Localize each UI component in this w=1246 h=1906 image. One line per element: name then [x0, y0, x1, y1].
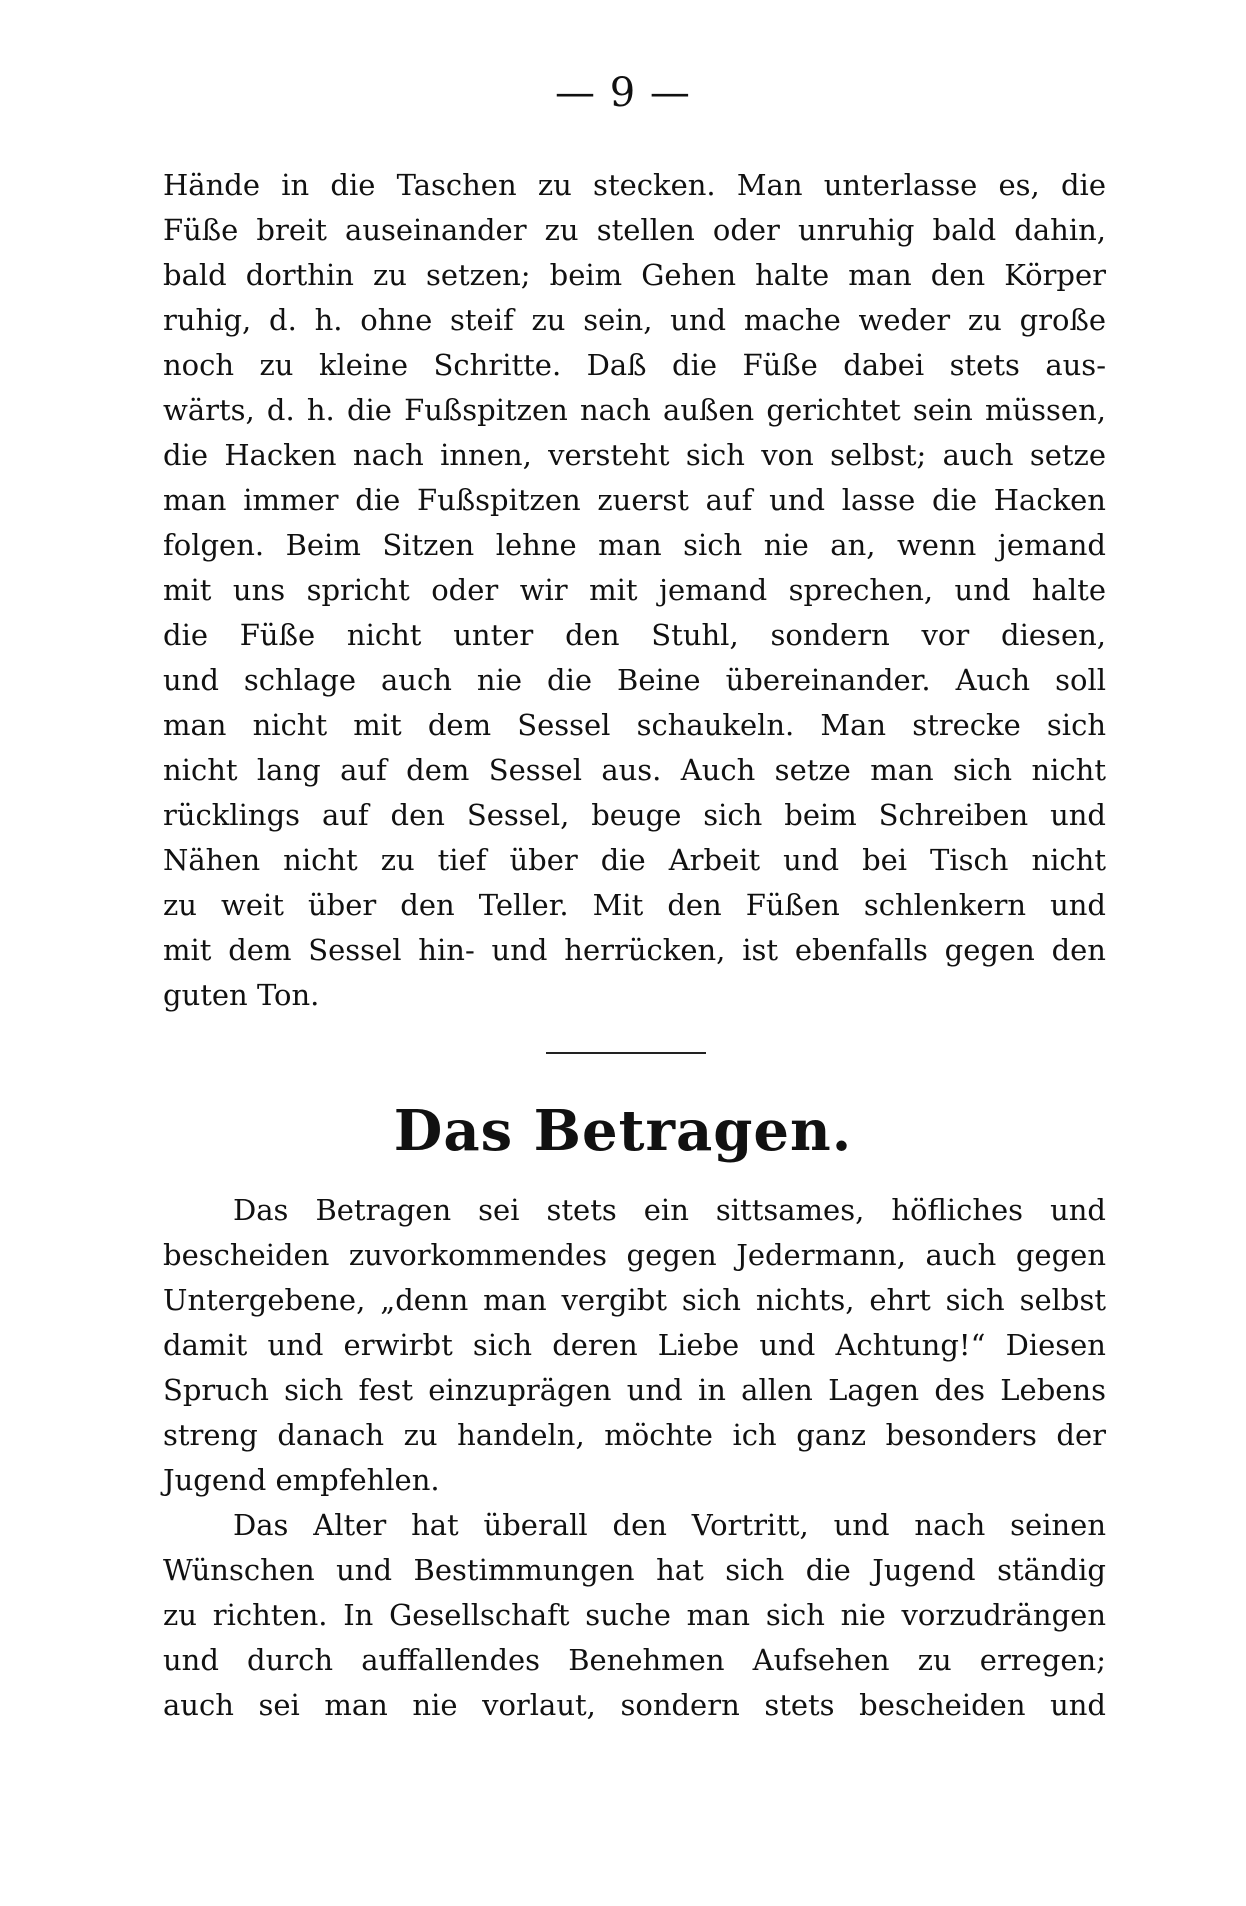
text-line: und schlage auch nie die Beine übereinander. Auch soll: [163, 663, 1106, 697]
text-line: Untergebene, „denn man vergibt sich nichts, ehrt sich selbst: [163, 1283, 1106, 1317]
text-line: noch zu kleine Schritte. Daß die Füße dabei stets aus-: [163, 348, 1106, 382]
section-divider: [546, 1052, 706, 1054]
text-line: rücklings auf den Sessel, beuge sich beim Schreiben und: [163, 798, 1106, 832]
text-line: Hände in die Taschen zu stecken. Man unterlasse es, die: [163, 168, 1106, 202]
text-line: bald dorthin zu setzen; beim Gehen halte man den Körper: [163, 258, 1106, 292]
text-line: Jugend empfehlen.: [163, 1463, 440, 1497]
text-line: mit dem Sessel hin- und herrücken, ist ebenfalls gegen den: [163, 933, 1106, 967]
text-line: wärts, d. h. die Fußspitzen nach außen gerichtet sein müssen,: [163, 393, 1106, 427]
text-line: Spruch sich fest einzuprägen und in allen Lagen des Lebens: [163, 1373, 1106, 1407]
paragraph-1: [163, 163, 1106, 1018]
text-line: Wünschen und Bestimmungen hat sich die Jugend ständig: [163, 1553, 1106, 1587]
text-line: mit uns spricht oder wir mit jemand sprechen, und halte: [163, 573, 1106, 607]
text-line: folgen. Beim Sitzen lehne man sich nie an, wenn jemand: [163, 528, 1106, 562]
paragraph-3: [163, 1503, 1106, 1728]
text-line: Füße breit auseinander zu stellen oder unruhig bald dahin,: [163, 213, 1106, 247]
text-line: guten Ton.: [163, 978, 320, 1012]
text-line: und durch auffallendes Benehmen Aufsehen zu erregen;: [163, 1643, 1106, 1677]
section-body: [163, 1188, 1106, 1728]
text-line: ruhig, d. h. ohne steif zu sein, und mache weder zu große: [163, 303, 1106, 337]
text-line: Das Betragen sei stets ein sittsames, höfliches und: [233, 1193, 1106, 1227]
text-line: die Hacken nach innen, versteht sich von selbst; auch setze: [163, 438, 1106, 472]
text-line: zu weit über den Teller. Mit den Füßen schlenkern und: [163, 888, 1106, 922]
text-line: man immer die Fußspitzen zuerst auf und lasse die Hacken: [163, 483, 1106, 517]
section-title: Das Betragen.: [393, 1098, 853, 1164]
text-line: bescheiden zuvorkommendes gegen Jedermann, auch gegen: [163, 1238, 1106, 1272]
text-line: nicht lang auf dem Sessel aus. Auch setze man sich nicht: [163, 753, 1106, 787]
text-line: Das Alter hat überall den Vortritt, und nach seinen: [233, 1508, 1106, 1542]
text-line: damit und erwirbt sich deren Liebe und Achtung!“ Diesen: [163, 1328, 1106, 1362]
text-line: auch sei man nie vorlaut, sondern stets bescheiden und: [163, 1688, 1106, 1722]
paragraph-2: [163, 1188, 1106, 1503]
text-line: man nicht mit dem Sessel schaukeln. Man strecke sich: [163, 708, 1106, 742]
text-line: zu richten. In Gesellschaft suche man sich nie vorzudrängen: [163, 1598, 1106, 1632]
text-line: die Füße nicht unter den Stuhl, sondern vor diesen,: [163, 618, 1106, 652]
text-line: Nähen nicht zu tief über die Arbeit und bei Tisch nicht: [163, 843, 1106, 877]
text-line: streng danach zu handeln, möchte ich ganz besonders der: [163, 1418, 1106, 1452]
page-number: — 9 —: [555, 70, 691, 116]
